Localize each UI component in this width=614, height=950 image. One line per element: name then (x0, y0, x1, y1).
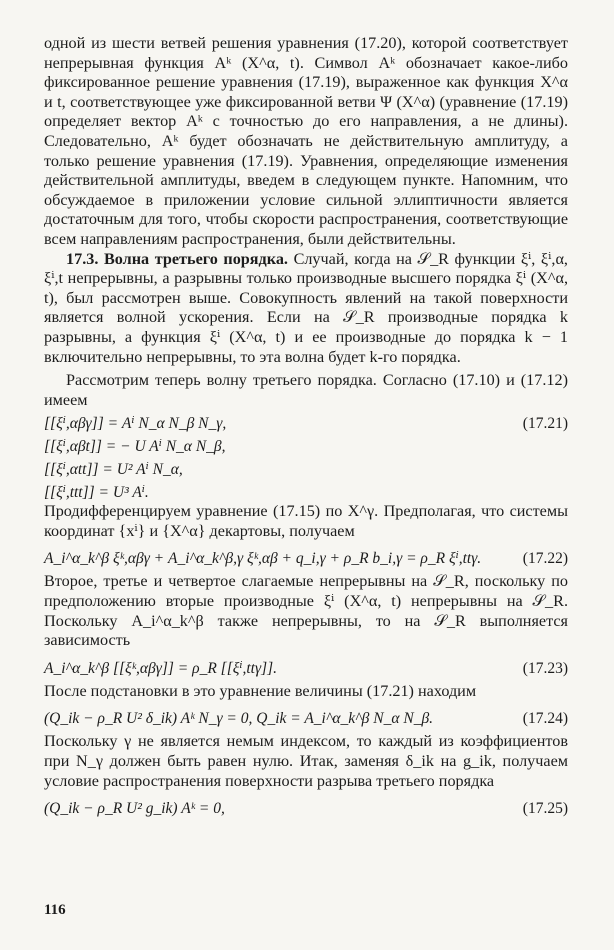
equation-17-24 (44, 709, 568, 728)
equation-text: [[ξⁱ,αβγ]] = Aⁱ N_α N_β N_γ, (44, 415, 227, 433)
paragraph-propagation-condition: Поскольку γ не является немым индексом, то каждый из коэффициентов при N_γ должен быть равен нулю. Итак, заменяя δ_ik на g_ik, получаем условие распространения поверхности разрыва третьего порядка (44, 732, 568, 790)
equation-row (44, 437, 568, 456)
section-heading: 17.3. Волна третьего порядка. (66, 249, 288, 268)
equation-text: (Q_ik − ρ_R U² δ_ik) Aᵏ N_γ = 0, Q_ik = A_i^α_k^β N_α N_β. (44, 710, 434, 728)
equation-17-25 (44, 799, 568, 818)
equation-row (44, 483, 568, 502)
equation-row (44, 460, 568, 479)
equation-text: [[ξⁱ,αtt]] = U² Aⁱ N_α, (44, 461, 183, 479)
section-17-3 (44, 250, 568, 368)
equation-number: (17.25) (522, 800, 568, 818)
equation-number: (17.21) (522, 415, 568, 433)
equation-text: A_i^α_k^β ξᵏ,αβγ + A_i^α_k^β,γ ξᵏ,αβ + q_i,γ + ρ_R b_i,γ = ρ_R ξⁱ,ttγ. (44, 550, 482, 568)
equation-text: (Q_ik − ρ_R U² g_ik) Aᵏ = 0, (44, 800, 225, 818)
paragraph-differentiate: Продифференцируем уравнение (17.15) по X^γ. Предполагая, что системы координат {xⁱ} и {X^α} декартовы, получаем (44, 502, 568, 540)
equation-number: (17.24) (522, 710, 568, 728)
equation-number: (17.23) (522, 659, 568, 677)
page-number: 116 (44, 902, 66, 918)
equation-row (44, 414, 568, 433)
equation-text: [[ξⁱ,ttt]] = U³ Aⁱ. (44, 484, 149, 502)
paragraph-continuation: одной из шести ветвей решения уравнения (17.20), которой соответствует непрерывная функция Aᵏ (X^α, t). Символ Aᵏ обозначает какое-либо фиксированное решение уравнения (17.19), выраженное как функция X^α и t, соответствующее уже фиксированной ветви Ψ (X^α) (уравнение (17.19) определяет вектор Aᵏ с точностью до его направления, а не длины). Следовательно, Aᵏ будет обозначать не действительную амплитуду, а только решение уравнения (17.19). Уравнения, определяющие изменения действительной амплитуды, введем в следующем пункте. Напомним, что обсуждаемое в приложении условие сильной эллиптичности является достаточным для того, чтобы скорости распространения, соответствующие всем направлениям распространения, были действительны. (44, 34, 568, 248)
section-paragraph: Случай, когда на 𝒮_R функции ξⁱ, ξⁱ,α, ξⁱ,t непрерывны, а разрывны только производные высшего порядка ξⁱ (X^α, t), был рассмотрен выше. Совокупность явлений на такой поверхности является волной ускорения. Если на 𝒮_R производные порядка k разрывны, а функция ξⁱ (X^α, t) и ее производные до порядка k − 1 включительно непрерывны, то эта волна будет k-го порядка. (44, 249, 568, 366)
page-body (44, 34, 568, 818)
equation-17-22 (44, 549, 568, 568)
paragraph-third-order: Рассмотрим теперь волну третьего порядка. Согласно (17.10) и (17.12) имеем (44, 371, 568, 409)
equation-block-17-21 (44, 414, 568, 502)
equation-text: A_i^α_k^β [[ξᵏ,αβγ]] = ρ_R [[ξⁱ,ttγ]]. (44, 659, 278, 677)
paragraph-continuity: Второе, третье и четвертое слагаемые непрерывны на 𝒮_R, поскольку по предположению вторые производные ξⁱ (X^α, t) непрерывны на 𝒮_R. Поскольку A_i^α_k^β также непрерывны, то на 𝒮_R выполняется зависимость (44, 572, 568, 650)
paragraph-substitution: После подстановки в это уравнение величины (17.21) находим (44, 681, 477, 700)
equation-number: (17.22) (522, 550, 568, 568)
equation-17-23 (44, 659, 568, 678)
equation-text: [[ξⁱ,αβt]] = − U Aⁱ N_α N_β, (44, 438, 226, 456)
